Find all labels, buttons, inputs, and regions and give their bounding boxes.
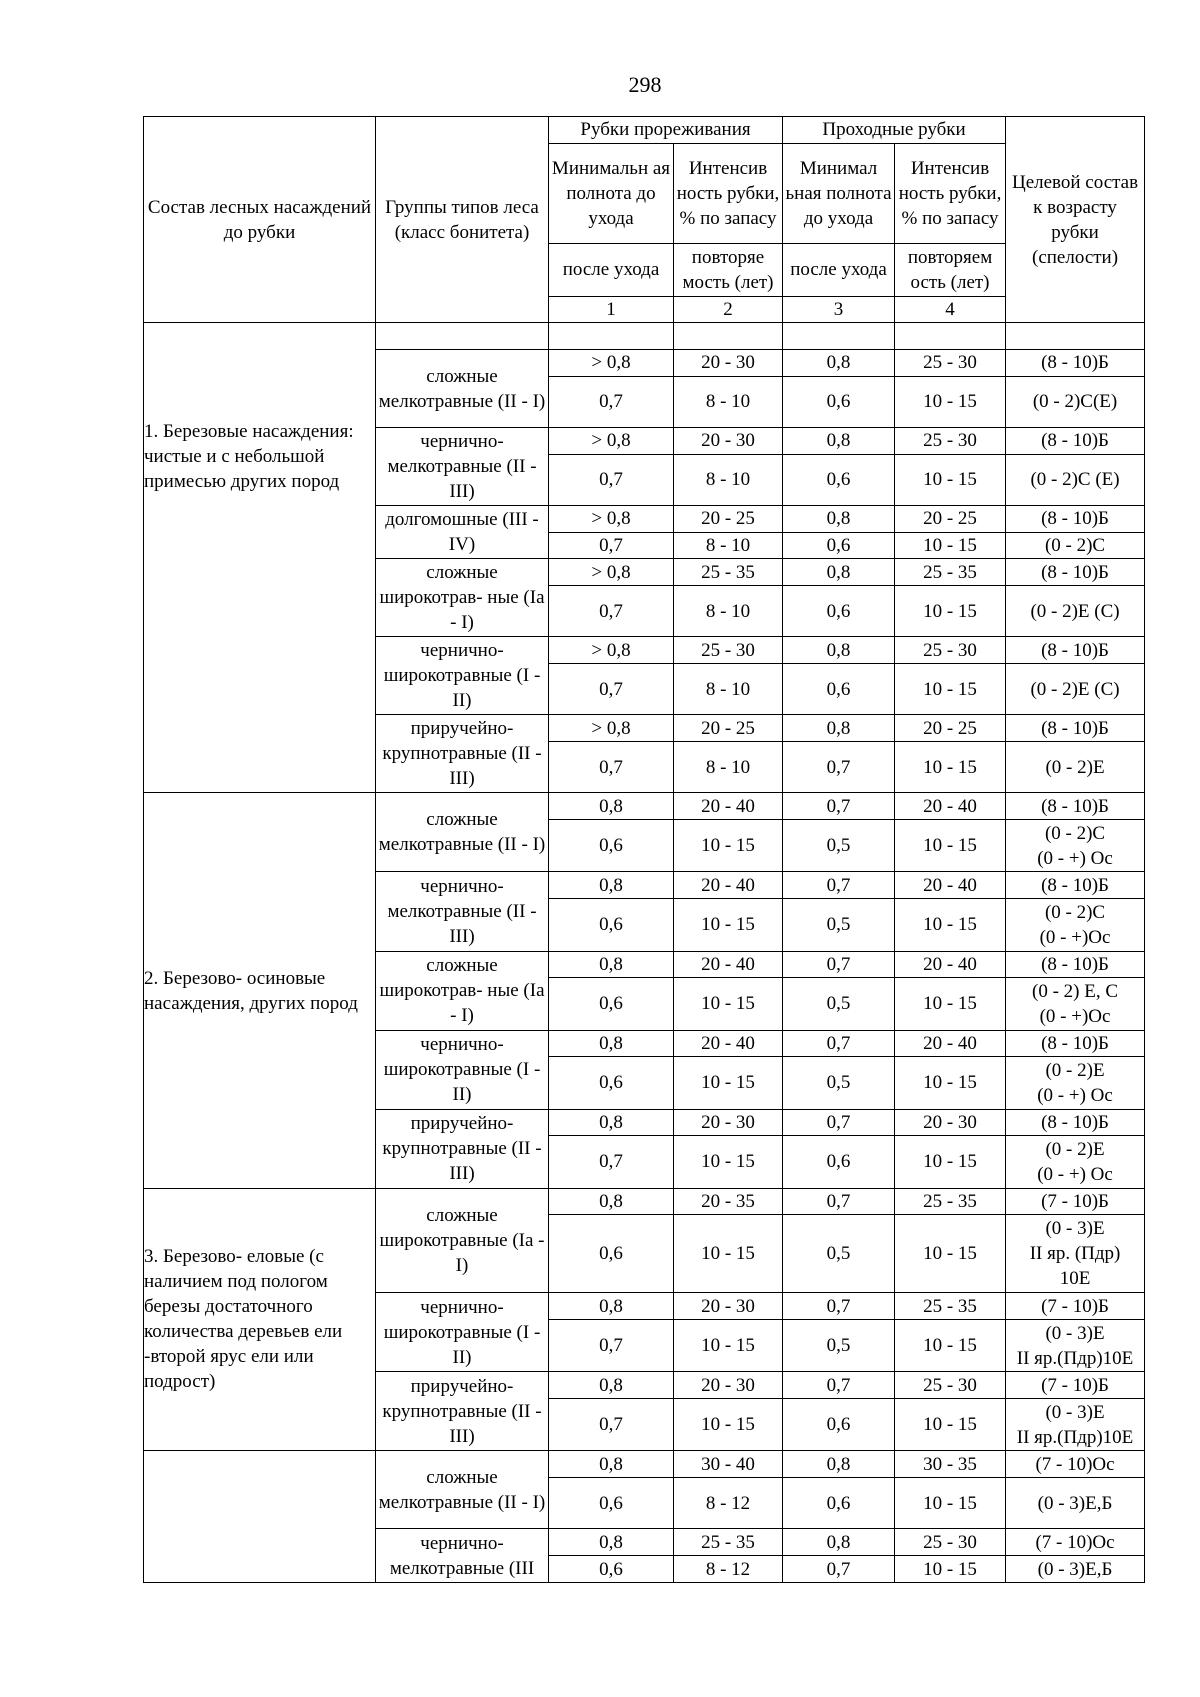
forest-type-cell: сложные мелкотравные (II - I) bbox=[376, 1451, 549, 1529]
forest-type-cell: чернично-широкотравные (I - II) bbox=[376, 637, 549, 715]
target-composition-cell: (0 - 2)Е (С) bbox=[1006, 586, 1145, 637]
table-row bbox=[144, 1451, 1145, 1478]
intensity-cell: 10 - 15 bbox=[674, 1320, 783, 1372]
min-density-cell: 0,6 bbox=[549, 1556, 674, 1583]
passage-density-cell: 0,8 bbox=[783, 637, 895, 664]
intensity-cell: 10 - 15 bbox=[674, 899, 783, 951]
passage-density-cell: 0,5 bbox=[783, 1320, 895, 1372]
min-density-cell: 0,7 bbox=[549, 1136, 674, 1188]
target-composition-cell: (8 - 10)Б bbox=[1006, 506, 1145, 533]
target-composition-cell: (0 - 3)Е II яр.(Пдр)10Е bbox=[1006, 1320, 1145, 1372]
min-density-cell: > 0,8 bbox=[549, 559, 674, 586]
stand-composition-cell bbox=[144, 1451, 376, 1583]
header-after-care-passage: после ухода bbox=[783, 244, 895, 296]
passage-intensity-cell: 20 - 40 bbox=[895, 793, 1006, 820]
passage-density-cell: 0,6 bbox=[783, 454, 895, 505]
intensity-cell: 8 - 10 bbox=[674, 664, 783, 715]
table-row bbox=[144, 1188, 1145, 1215]
target-composition-cell: (0 - 2)С (0 - +)Ос bbox=[1006, 899, 1145, 951]
passage-intensity-cell: 10 - 15 bbox=[895, 1215, 1006, 1293]
passage-intensity-cell: 10 - 15 bbox=[895, 376, 1006, 427]
passage-density-cell: 0,5 bbox=[783, 1215, 895, 1293]
min-density-cell: 0,7 bbox=[549, 454, 674, 505]
spacer-row bbox=[144, 323, 1145, 350]
passage-intensity-cell: 20 - 25 bbox=[895, 506, 1006, 533]
intensity-cell: 8 - 10 bbox=[674, 454, 783, 505]
passage-density-cell: 0,6 bbox=[783, 532, 895, 559]
table-row bbox=[144, 793, 1145, 820]
min-density-cell: 0,6 bbox=[549, 978, 674, 1030]
target-composition-cell: (0 - 2)С (0 - +) Ос bbox=[1006, 820, 1145, 872]
intensity-cell: 25 - 35 bbox=[674, 559, 783, 586]
passage-density-cell: 0,7 bbox=[783, 1109, 895, 1136]
min-density-cell: 0,8 bbox=[549, 1451, 674, 1478]
header-passage-cutting: Проходные рубки bbox=[783, 117, 1006, 144]
intensity-cell: 8 - 12 bbox=[674, 1478, 783, 1529]
min-density-cell: 0,7 bbox=[549, 1399, 674, 1451]
min-density-cell: > 0,8 bbox=[549, 715, 674, 742]
target-composition-cell: (7 - 10)Б bbox=[1006, 1188, 1145, 1215]
target-composition-cell: (8 - 10)Б bbox=[1006, 951, 1145, 978]
passage-density-cell: 0,7 bbox=[783, 1188, 895, 1215]
min-density-cell: > 0,8 bbox=[549, 428, 674, 455]
target-composition-cell: (7 - 10)Б bbox=[1006, 1293, 1145, 1320]
target-composition-cell: (0 - 2)С(Е) bbox=[1006, 376, 1145, 427]
target-composition-cell: (8 - 10)Б bbox=[1006, 715, 1145, 742]
intensity-cell: 20 - 30 bbox=[674, 350, 783, 377]
min-density-cell: > 0,8 bbox=[549, 506, 674, 533]
forest-type-cell: приручейно-крупнотравные (II - III) bbox=[376, 715, 549, 793]
target-composition-cell: (8 - 10)Б bbox=[1006, 1030, 1145, 1057]
target-composition-cell: (8 - 10)Б bbox=[1006, 637, 1145, 664]
forest-type-cell: сложные мелкотравные (II - I) bbox=[376, 793, 549, 872]
target-composition-cell: (8 - 10)Б bbox=[1006, 1109, 1145, 1136]
intensity-cell: 20 - 35 bbox=[674, 1188, 783, 1215]
stand-composition-cell: 1. Березовые насаждения: чистые и с небольшой примесью других пород bbox=[144, 323, 376, 793]
forest-type-cell: сложные широкотравные (Ia - I) bbox=[376, 1188, 549, 1293]
target-composition-cell: (0 - 3)Е II яр. (Пдр) 10Е bbox=[1006, 1215, 1145, 1293]
passage-intensity-cell: 20 - 25 bbox=[895, 715, 1006, 742]
passage-intensity-cell: 10 - 15 bbox=[895, 454, 1006, 505]
passage-intensity-cell: 10 - 15 bbox=[895, 978, 1006, 1030]
passage-intensity-cell: 10 - 15 bbox=[895, 1057, 1006, 1109]
passage-density-cell: 0,7 bbox=[783, 951, 895, 978]
passage-intensity-cell: 20 - 40 bbox=[895, 872, 1006, 899]
empty-cell bbox=[783, 323, 895, 350]
min-density-cell: 0,8 bbox=[549, 1030, 674, 1057]
passage-intensity-cell: 25 - 30 bbox=[895, 1529, 1006, 1556]
target-composition-cell: (8 - 10)Б bbox=[1006, 559, 1145, 586]
passage-intensity-cell: 10 - 15 bbox=[895, 532, 1006, 559]
passage-intensity-cell: 25 - 30 bbox=[895, 1372, 1006, 1399]
intensity-cell: 20 - 25 bbox=[674, 715, 783, 742]
target-composition-cell: (0 - 2) Е, С (0 - +)Ос bbox=[1006, 978, 1145, 1030]
min-density-cell: 0,7 bbox=[549, 664, 674, 715]
min-density-cell: 0,8 bbox=[549, 951, 674, 978]
passage-density-cell: 0,8 bbox=[783, 350, 895, 377]
passage-density-cell: 0,8 bbox=[783, 1529, 895, 1556]
intensity-cell: 20 - 40 bbox=[674, 793, 783, 820]
passage-intensity-cell: 30 - 35 bbox=[895, 1451, 1006, 1478]
min-density-cell: 0,8 bbox=[549, 1109, 674, 1136]
passage-density-cell: 0,6 bbox=[783, 1478, 895, 1529]
min-density-cell: > 0,8 bbox=[549, 350, 674, 377]
passage-density-cell: 0,5 bbox=[783, 1057, 895, 1109]
forest-type-cell: сложные широкотрав- ные (Ia - I) bbox=[376, 951, 549, 1030]
min-density-cell: 0,6 bbox=[549, 1057, 674, 1109]
forest-type-cell: сложные мелкотравные (II - I) bbox=[376, 350, 549, 428]
intensity-cell: 20 - 40 bbox=[674, 951, 783, 978]
passage-density-cell: 0,5 bbox=[783, 820, 895, 872]
passage-density-cell: 0,8 bbox=[783, 428, 895, 455]
intensity-cell: 20 - 30 bbox=[674, 1293, 783, 1320]
intensity-cell: 20 - 30 bbox=[674, 1372, 783, 1399]
target-composition-cell: (0 - 3)Е,Б bbox=[1006, 1556, 1145, 1583]
column-number: 2 bbox=[674, 296, 783, 323]
forest-type-cell: чернично-мелкотравные (II - III) bbox=[376, 872, 549, 951]
column-number: 4 bbox=[895, 296, 1006, 323]
header-forest-type-groups: Группы типов леса (класс бонитета) bbox=[376, 117, 549, 323]
target-composition-cell: (0 - 2)Е (С) bbox=[1006, 664, 1145, 715]
passage-intensity-cell: 20 - 40 bbox=[895, 1030, 1006, 1057]
intensity-cell: 20 - 40 bbox=[674, 872, 783, 899]
empty-cell bbox=[1006, 323, 1145, 350]
intensity-cell: 25 - 30 bbox=[674, 637, 783, 664]
passage-intensity-cell: 25 - 35 bbox=[895, 1293, 1006, 1320]
intensity-cell: 10 - 15 bbox=[674, 978, 783, 1030]
target-composition-cell: (0 - 2)С (Е) bbox=[1006, 454, 1145, 505]
passage-density-cell: 0,7 bbox=[783, 1293, 895, 1320]
min-density-cell: 0,7 bbox=[549, 376, 674, 427]
intensity-cell: 8 - 10 bbox=[674, 586, 783, 637]
header-composition: Состав лесных насаждений до рубки bbox=[144, 117, 376, 323]
column-number: 1 bbox=[549, 296, 674, 323]
passage-density-cell: 0,5 bbox=[783, 899, 895, 951]
passage-intensity-cell: 20 - 40 bbox=[895, 951, 1006, 978]
header-thinning: Рубки прореживания bbox=[549, 117, 783, 144]
stand-composition-cell: 2. Березово- осиновые насаждения, других пород bbox=[144, 793, 376, 1188]
page-number: 298 bbox=[628, 72, 662, 97]
min-density-cell: 0,8 bbox=[549, 1293, 674, 1320]
target-composition-cell: (0 - 2)Е bbox=[1006, 742, 1145, 793]
min-density-cell: 0,8 bbox=[549, 872, 674, 899]
header-repeat-thinning: повторяе мость (лет) bbox=[674, 244, 783, 296]
passage-intensity-cell: 20 - 30 bbox=[895, 1109, 1006, 1136]
column-number: 3 bbox=[783, 296, 895, 323]
thinning-table bbox=[143, 116, 1145, 1583]
min-density-cell: > 0,8 bbox=[549, 637, 674, 664]
passage-density-cell: 0,6 bbox=[783, 664, 895, 715]
min-density-cell: 0,6 bbox=[549, 1215, 674, 1293]
forest-type-cell: сложные широкотрав- ные (Ia - I) bbox=[376, 559, 549, 637]
passage-density-cell: 0,8 bbox=[783, 506, 895, 533]
min-density-cell: 0,7 bbox=[549, 742, 674, 793]
intensity-cell: 30 - 40 bbox=[674, 1451, 783, 1478]
passage-density-cell: 0,7 bbox=[783, 872, 895, 899]
passage-intensity-cell: 10 - 15 bbox=[895, 899, 1006, 951]
intensity-cell: 10 - 15 bbox=[674, 1136, 783, 1188]
passage-density-cell: 0,5 bbox=[783, 978, 895, 1030]
target-composition-cell: (7 - 10)Б bbox=[1006, 1372, 1145, 1399]
passage-density-cell: 0,8 bbox=[783, 559, 895, 586]
passage-intensity-cell: 25 - 35 bbox=[895, 559, 1006, 586]
passage-density-cell: 0,7 bbox=[783, 793, 895, 820]
passage-intensity-cell: 10 - 15 bbox=[895, 1399, 1006, 1451]
passage-intensity-cell: 25 - 35 bbox=[895, 1188, 1006, 1215]
passage-density-cell: 0,6 bbox=[783, 1399, 895, 1451]
header-intensity-thinning: Интенсив ность рубки, % по запасу bbox=[674, 143, 783, 244]
target-composition-cell: (8 - 10)Б bbox=[1006, 428, 1145, 455]
forest-type-cell: долгомошные (III - IV) bbox=[376, 506, 549, 559]
min-density-cell: 0,7 bbox=[549, 586, 674, 637]
target-composition-cell: (7 - 10)Ос bbox=[1006, 1451, 1145, 1478]
forest-type-cell: чернично-мелкотравные (III bbox=[376, 1529, 549, 1583]
header-after-care-thinning: после ухода bbox=[549, 244, 674, 296]
passage-intensity-cell: 10 - 15 bbox=[895, 1478, 1006, 1529]
passage-intensity-cell: 10 - 15 bbox=[895, 1320, 1006, 1372]
header-min-density-passage: Минимал ьная полнота до ухода bbox=[783, 143, 895, 244]
passage-intensity-cell: 25 - 30 bbox=[895, 428, 1006, 455]
header-intensity-passage: Интенсив ность рубки, % по запасу bbox=[895, 143, 1006, 244]
min-density-cell: 0,8 bbox=[549, 1188, 674, 1215]
intensity-cell: 20 - 30 bbox=[674, 428, 783, 455]
intensity-cell: 8 - 10 bbox=[674, 376, 783, 427]
passage-density-cell: 0,8 bbox=[783, 715, 895, 742]
header-target-composition: Целевой состав к возрасту рубки (спелости) bbox=[1006, 117, 1145, 323]
passage-density-cell: 0,6 bbox=[783, 586, 895, 637]
empty-cell bbox=[674, 323, 783, 350]
forest-type-cell: приручейно-крупнотравные (II - III) bbox=[376, 1109, 549, 1188]
min-density-cell: 0,6 bbox=[549, 899, 674, 951]
header-min-density-thinning: Минимальн ая полнота до ухода bbox=[549, 143, 674, 244]
target-composition-cell: (0 - 2)С bbox=[1006, 532, 1145, 559]
empty-cell bbox=[895, 323, 1006, 350]
passage-density-cell: 0,7 bbox=[783, 1556, 895, 1583]
target-composition-cell: (8 - 10)Б bbox=[1006, 872, 1145, 899]
min-density-cell: 0,8 bbox=[549, 1372, 674, 1399]
min-density-cell: 0,8 bbox=[549, 1529, 674, 1556]
stand-composition-cell: 3. Березово- еловые (с наличием под пологом березы достаточного количества деревьев ели -второй ярус ели или подрост) bbox=[144, 1188, 376, 1451]
intensity-cell: 20 - 25 bbox=[674, 506, 783, 533]
intensity-cell: 20 - 30 bbox=[674, 1109, 783, 1136]
passage-intensity-cell: 10 - 15 bbox=[895, 664, 1006, 715]
intensity-cell: 25 - 35 bbox=[674, 1529, 783, 1556]
passage-intensity-cell: 25 - 30 bbox=[895, 637, 1006, 664]
target-composition-cell: (0 - 2)Е (0 - +) Ос bbox=[1006, 1136, 1145, 1188]
passage-intensity-cell: 10 - 15 bbox=[895, 1136, 1006, 1188]
target-composition-cell: (8 - 10)Б bbox=[1006, 793, 1145, 820]
forest-type-cell: чернично-мелкотравные (II - III) bbox=[376, 428, 549, 506]
passage-density-cell: 0,7 bbox=[783, 742, 895, 793]
passage-density-cell: 0,7 bbox=[783, 1372, 895, 1399]
intensity-cell: 8 - 12 bbox=[674, 1556, 783, 1583]
target-composition-cell: (7 - 10)Ос bbox=[1006, 1529, 1145, 1556]
intensity-cell: 10 - 15 bbox=[674, 1215, 783, 1293]
passage-intensity-cell: 10 - 15 bbox=[895, 586, 1006, 637]
min-density-cell: 0,7 bbox=[549, 532, 674, 559]
target-composition-cell: (0 - 2)Е (0 - +) Ос bbox=[1006, 1057, 1145, 1109]
passage-intensity-cell: 10 - 15 bbox=[895, 742, 1006, 793]
empty-cell bbox=[376, 323, 549, 350]
forest-type-cell: чернично-широкотравные (I - II) bbox=[376, 1293, 549, 1372]
intensity-cell: 10 - 15 bbox=[674, 820, 783, 872]
passage-density-cell: 0,6 bbox=[783, 1136, 895, 1188]
min-density-cell: 0,6 bbox=[549, 820, 674, 872]
header-repeat-passage: повторяем ость (лет) bbox=[895, 244, 1006, 296]
passage-intensity-cell: 10 - 15 bbox=[895, 1556, 1006, 1583]
target-composition-cell: (8 - 10)Б bbox=[1006, 350, 1145, 377]
min-density-cell: 0,8 bbox=[549, 793, 674, 820]
forest-type-cell: чернично-широкотравные (I - II) bbox=[376, 1030, 549, 1109]
intensity-cell: 8 - 10 bbox=[674, 532, 783, 559]
passage-intensity-cell: 25 - 30 bbox=[895, 350, 1006, 377]
forest-type-cell: приручейно-крупнотравные (II - III) bbox=[376, 1372, 549, 1451]
passage-intensity-cell: 10 - 15 bbox=[895, 820, 1006, 872]
min-density-cell: 0,6 bbox=[549, 1478, 674, 1529]
target-composition-cell: (0 - 3)Е,Б bbox=[1006, 1478, 1145, 1529]
intensity-cell: 20 - 40 bbox=[674, 1030, 783, 1057]
min-density-cell: 0,7 bbox=[549, 1320, 674, 1372]
intensity-cell: 10 - 15 bbox=[674, 1399, 783, 1451]
intensity-cell: 8 - 10 bbox=[674, 742, 783, 793]
target-composition-cell: (0 - 3)Е II яр.(Пдр)10Е bbox=[1006, 1399, 1145, 1451]
passage-density-cell: 0,7 bbox=[783, 1030, 895, 1057]
empty-cell bbox=[549, 323, 674, 350]
passage-density-cell: 0,8 bbox=[783, 1451, 895, 1478]
passage-density-cell: 0,6 bbox=[783, 376, 895, 427]
intensity-cell: 10 - 15 bbox=[674, 1057, 783, 1109]
